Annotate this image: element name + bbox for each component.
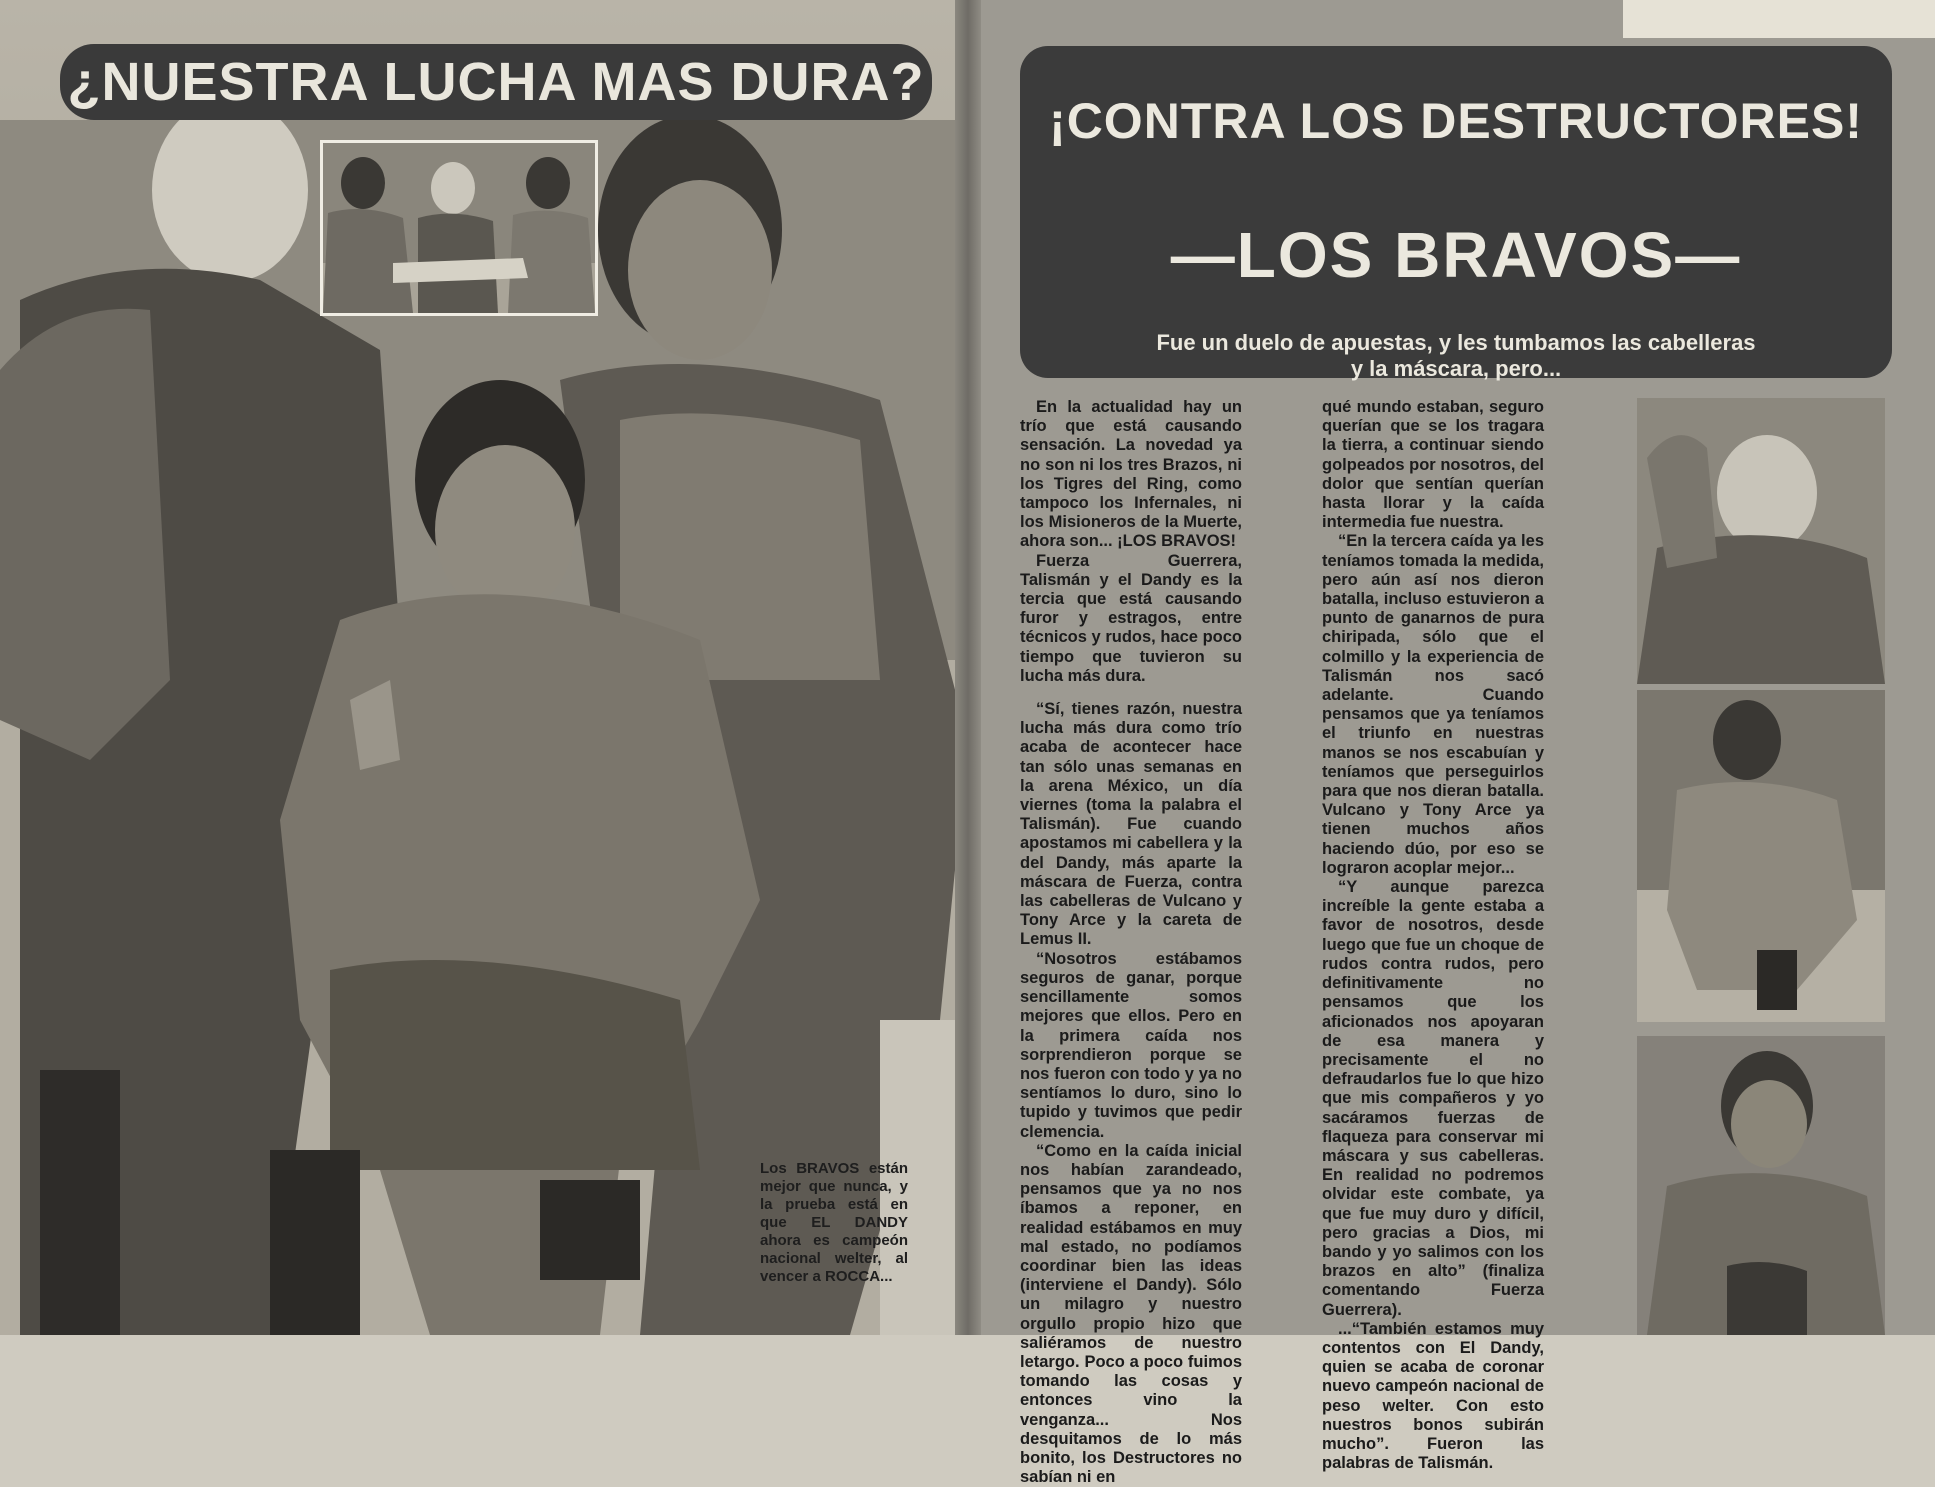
binding-spine [955, 0, 981, 1335]
paragraph: “Sí, tienes razón, nuestra lucha más dura como trío acaba de acontecer hace tan sólo unas semanas en la arena México, un día viernes (toma la palabra el Talismán). Fue cuando apostamos mi cabellera y la del Dandy, más aparte la máscara de Fuerza, contra las cabelleras de Vulcano y Tony Arce y la careta de Lemus II. [1020, 700, 1242, 949]
paragraph: En la actualidad hay un trío que está causando sensación. La novedad ya no son ni los tres Brazos, ni los Tigres del Ring, como tampoco los Infernales, ni los Misioneros de la Muerte, ahora son... ¡LOS BRAVOS! [1020, 398, 1242, 551]
inset-handshake-photo [320, 140, 598, 316]
photo-caption: Los BRAVOS están mejor que nunca, y la prueba está en que EL DANDY ahora es campeón nacional welter, al vencer a ROCCA... [760, 1160, 908, 1285]
paragraph: Fuerza Guerrera, Talismán y el Dandy es la tercia que está causando furor y estragos, entre técnicos y rudos, hace poco tiempo que tuvieron su lucha más dura. [1020, 551, 1242, 685]
paragraph: “Como en la caída inicial nos habían zarandeado, pensamos que ya no nos íbamos a reponer, en realidad estábamos en muy mal estado, no podíamos coordinar bien las ideas (interviene el Dandy). Sólo un milagro y nuestro orgullo propio hizo que saliéramos de nuestro letargo. Poco a poco fuimos tomando las cosas y entonces vino la venganza... Nos desquitamos de lo más bonito, los Destructores no sabían ni en [1020, 1141, 1242, 1487]
paragraph: “Nosotros estábamos seguros de ganar, porque sencillamente somos mejores que ellos. Pero en la primera caída nos sorprendieron porque se nos fueron con todo y ya no sentíamos lo duro, sino lo tupido y tuvimos que pedir clemencia. [1020, 949, 1242, 1141]
crouching-wrestler-photo [1637, 690, 1885, 1022]
article-subtitle: —LOS BRAVOS— [1170, 219, 1742, 291]
page-edge-strip [1623, 0, 1935, 38]
masked-wrestler-portrait [1637, 398, 1885, 684]
article-header [1020, 46, 1892, 381]
paragraph: ...“También estamos muy contentos con El Dandy, quien se acaba de coronar nuevo campeón nacional de peso welter. Con esto nuestros bonos subirán mucho”. Fueron las palabras de Talismán. [1322, 1319, 1544, 1473]
paragraph: qué mundo estaban, seguro querían que se los tragara la tierra, a continuar siendo golpeados por nosotros, del dolor que sentían querían hasta llorar y la caída intermedia fue nuestra. [1322, 398, 1544, 532]
text-column-2 [1322, 398, 1544, 1473]
left-headline: ¿NUESTRA LUCHA MAS DURA? [60, 44, 932, 120]
left-page [0, 0, 968, 1335]
text-column-1 [1020, 398, 1242, 1487]
dark-haired-wrestler-photo [1637, 1036, 1885, 1335]
article-title: ¡CONTRA LOS DESTRUCTORES! [1049, 93, 1863, 149]
paragraph: “Y aunque parezca increíble la gente estaba a favor de nosotros, desde luego que fue un choque de rudos contra rudos, pero definitivamente no pensamos que los aficionados nos apoyaran de esa manera y precisamente el no defraudarlos fue lo que hizo que mis compañeros y yo sacáramos fuerzas de flaqueza para conservar mi máscara y sus cabelleras. En realidad no podremos olvidar este combate, ya que fue muy duro y difícil, pero gracias a Dios, mi bando y yo salimos con los brazos en alto” (finaliza comentando Fuerza Guerrera). [1322, 878, 1544, 1319]
article-deck: Fue un duelo de apuestas, y les tumbamos las cabelleras y la máscara, pero... [1156, 330, 1756, 381]
paragraph: “En la tercera caída ya les teníamos tomada la medida, pero aún así nos dieron batalla, incluso estuvieron a punto de ganarnos de pura chiripada, sólo que el colmillo y la experiencia de Talismán nos sacó adelante. Cuando pensamos que ya teníamos el triunfo en nuestras manos se nos escabuían y teníamos que perseguirlos para que nos dieran batalla. Vulcano y Tony Arce ya tienen muchos años haciendo dúo, por eso se lograron acoplar mejor... [1322, 532, 1544, 877]
